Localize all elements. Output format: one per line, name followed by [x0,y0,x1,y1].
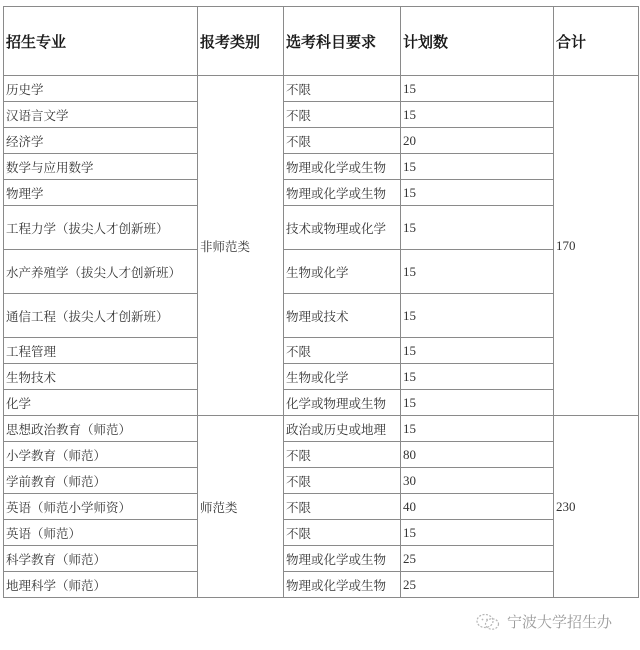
plan-cell: 30 [401,468,554,494]
subjects-cell: 不限 [284,494,401,520]
total-cell: 170 [554,76,639,416]
table-row [4,520,639,546]
major-cell: 科学教育（师范） [4,546,198,572]
subjects-cell: 不限 [284,338,401,364]
major-cell: 化学 [4,390,198,416]
subjects-cell: 物理或化学或生物 [284,546,401,572]
table-row [4,206,639,250]
wechat-icon [475,612,501,632]
major-cell: 生物技术 [4,364,198,390]
table-row [4,128,639,154]
table-row [4,154,639,180]
watermark [475,611,612,632]
table-row [4,294,639,338]
table-row [4,390,639,416]
major-cell: 地理科学（师范） [4,572,198,598]
subjects-cell: 不限 [284,468,401,494]
major-cell: 小学教育（师范） [4,442,198,468]
major-cell: 历史学 [4,76,198,102]
subjects-cell: 技术或物理或化学 [284,206,401,250]
table-row [4,494,639,520]
subjects-cell: 不限 [284,76,401,102]
table-row [4,416,639,442]
plan-cell: 15 [401,338,554,364]
category-cell: 师范类 [198,416,284,598]
table-row [4,102,639,128]
major-cell: 英语（师范小学师资） [4,494,198,520]
subjects-cell: 不限 [284,128,401,154]
subjects-cell: 化学或物理或生物 [284,390,401,416]
plan-cell: 15 [401,520,554,546]
subjects-cell: 政治或历史或地理 [284,416,401,442]
subjects-cell: 不限 [284,520,401,546]
major-cell: 物理学 [4,180,198,206]
table-row [4,546,639,572]
subjects-cell: 物理或技术 [284,294,401,338]
table-row [4,364,639,390]
subjects-cell: 不限 [284,442,401,468]
category-cell: 非师范类 [198,76,284,416]
plan-cell: 15 [401,180,554,206]
major-cell: 英语（师范） [4,520,198,546]
plan-cell: 15 [401,250,554,294]
header-category: 报考类别 [198,7,284,76]
plan-cell: 15 [401,76,554,102]
plan-cell: 15 [401,206,554,250]
table-row [4,468,639,494]
plan-cell: 20 [401,128,554,154]
plan-cell: 15 [401,154,554,180]
table-row [4,250,639,294]
plan-cell: 15 [401,390,554,416]
enrollment-plan-table [3,6,639,598]
plan-cell: 15 [401,102,554,128]
enrollment-plan-table-container [3,6,638,598]
plan-cell: 25 [401,572,554,598]
header-major: 招生专业 [4,7,198,76]
plan-cell: 15 [401,294,554,338]
major-cell: 经济学 [4,128,198,154]
plan-cell: 25 [401,546,554,572]
major-cell: 数学与应用数学 [4,154,198,180]
major-cell: 工程力学（拔尖人才创新班） [4,206,198,250]
major-cell: 思想政治教育（师范） [4,416,198,442]
major-cell: 工程管理 [4,338,198,364]
table-row [4,442,639,468]
subjects-cell: 生物或化学 [284,364,401,390]
table-row [4,76,639,102]
major-cell: 通信工程（拔尖人才创新班） [4,294,198,338]
major-cell: 汉语言文学 [4,102,198,128]
plan-cell: 40 [401,494,554,520]
table-row [4,338,639,364]
subjects-cell: 生物或化学 [284,250,401,294]
table-row [4,572,639,598]
plan-cell: 80 [401,442,554,468]
total-cell: 230 [554,416,639,598]
major-cell: 水产养殖学（拔尖人才创新班） [4,250,198,294]
table-row [4,180,639,206]
header-total: 合计 [554,7,639,76]
header-row [4,7,639,76]
subjects-cell: 不限 [284,102,401,128]
header-subject-requirements: 选考科目要求 [284,7,401,76]
subjects-cell: 物理或化学或生物 [284,572,401,598]
major-cell: 学前教育（师范） [4,468,198,494]
plan-cell: 15 [401,364,554,390]
subjects-cell: 物理或化学或生物 [284,154,401,180]
subjects-cell: 物理或化学或生物 [284,180,401,206]
plan-cell: 15 [401,416,554,442]
watermark-text: 宁波大学招生办 [507,613,613,631]
header-plan-count: 计划数 [401,7,554,76]
